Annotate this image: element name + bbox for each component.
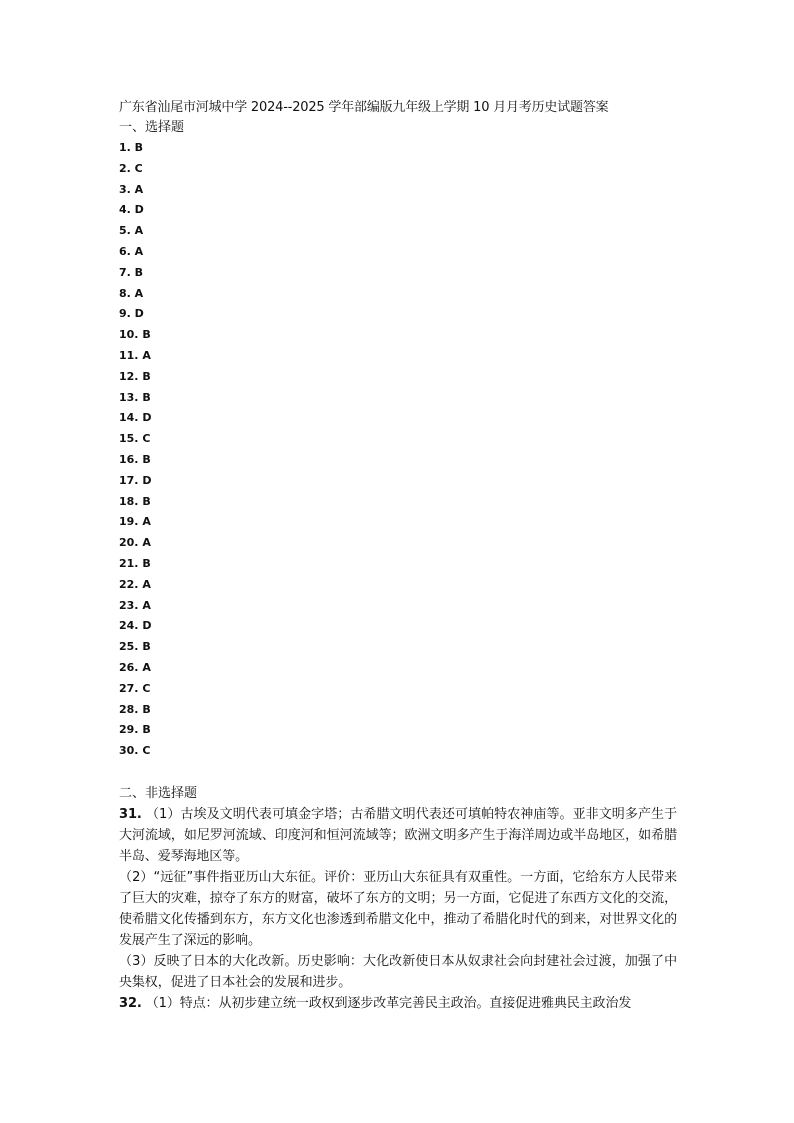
answer-item: 8. A bbox=[119, 286, 144, 300]
answer-item: 9. D bbox=[119, 307, 144, 321]
answer-list bbox=[119, 138, 677, 762]
answer-item: 19. A bbox=[119, 515, 151, 529]
spacer bbox=[119, 762, 677, 784]
answer-item: 28. B bbox=[119, 702, 151, 716]
question-number: 32. bbox=[119, 995, 142, 1011]
answer-item: 6. A bbox=[119, 244, 144, 258]
section-heading-nonchoice: 二、非选择题 bbox=[119, 785, 198, 801]
question-31-part-2: （2）“远征”事件指亚历山大东征。评价：亚历山大东征具有双重性。一方面，它给东方人民带来了巨大的灾难，掠夺了东方的财富，破坏了东方的文明；另一方面，它促进了东西方文化的交流，使希腊文化传播到东方，东方文化也渗透到希腊文化中，推动了希腊化时代的到来，对世界文化的发展产生了深远的影响。 bbox=[119, 869, 677, 948]
answer-item: 17. D bbox=[119, 473, 152, 487]
answer-item: 1. B bbox=[119, 141, 144, 154]
answer-item: 4. D bbox=[119, 203, 144, 217]
answer-item: 11. A bbox=[119, 348, 151, 362]
question-32-part-1-text: （1）特点：从初步建立统一政权到逐步改革完善民主政治。直接促进雅典民主政治发 bbox=[145, 995, 632, 1011]
answer-item: 5. A bbox=[119, 224, 144, 238]
question-31-part-1-text: （1）古埃及文明代表可填金字塔；古希腊文明代表还可填帕特农神庙等。亚非文明多产生于大河流域，如尼罗河流域、印度河和恒河流域等；欧洲文明多产生于海洋周边或半岛地区，如希腊半岛、爱琴海地区等。 bbox=[119, 806, 677, 864]
question-32-part-1 bbox=[119, 993, 677, 1014]
answer-item: 24. D bbox=[119, 619, 152, 633]
document-title: 广东省汕尾市河城中学 2024--2025 学年部编版九年级上学期 10 月月考历史试题答案 bbox=[119, 100, 609, 115]
question-31-part-1 bbox=[119, 804, 677, 867]
document-content bbox=[119, 98, 677, 1014]
answer-item: 10. B bbox=[119, 328, 151, 342]
section-heading-choice: 一、选择题 bbox=[119, 120, 185, 135]
answer-item: 20. A bbox=[119, 536, 151, 550]
answer-item: 2. C bbox=[119, 161, 143, 175]
answer-item: 21. B bbox=[119, 556, 151, 570]
answer-item: 3. A bbox=[119, 182, 144, 196]
answer-item: 14. D bbox=[119, 411, 152, 425]
answer-item: 27. C bbox=[119, 681, 151, 695]
answer-item: 29. B bbox=[119, 723, 151, 737]
answer-item: 15. C bbox=[119, 432, 151, 446]
answer-item: 25. B bbox=[119, 640, 151, 654]
answer-item: 16. B bbox=[119, 452, 151, 466]
answer-item: 22. A bbox=[119, 577, 151, 591]
answer-item: 30. C bbox=[119, 744, 151, 758]
answer-item: 26. A bbox=[119, 660, 151, 674]
answer-item: 18. B bbox=[119, 494, 151, 508]
answer-item: 12. B bbox=[119, 369, 151, 383]
question-31-part-3: （3）反映了日本的大化改新。历史影响：大化改新使日本从奴隶社会向封建社会过渡，加强了中央集权，促进了日本社会的发展和进步。 bbox=[119, 953, 677, 990]
answer-item: 7. B bbox=[119, 265, 144, 279]
question-number: 31. bbox=[119, 806, 142, 822]
answer-item: 23. A bbox=[119, 598, 151, 612]
answer-item: 13. B bbox=[119, 390, 151, 404]
